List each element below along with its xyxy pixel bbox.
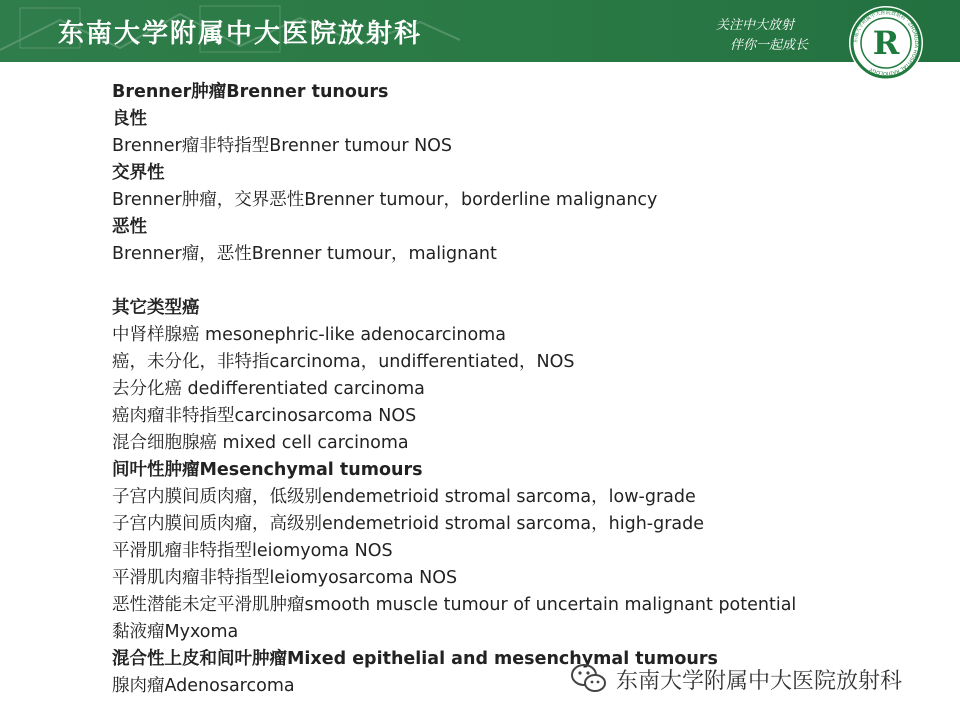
logo-ring-text: 东南大学附属中大医院放射科 · ZHONGDA HOSPITAL RADIOLOGY [852,9,920,77]
list-item: 黏液瘤Myxoma [112,622,239,642]
list-item: 腺肉瘤Adenosarcoma [112,676,295,696]
list-item: 恶性潜能未定平滑肌肿瘤smooth muscle tumour of uncertain malignant potential [112,595,797,615]
page-title: 东南大学附属中大医院放射科 [58,19,423,49]
header-banner [0,0,960,62]
section-heading: 良性 [112,109,147,129]
slogan-line-1: 关注中大放射 [716,18,795,33]
spacer [112,268,932,295]
list-item: 混合细胞腺癌 mixed cell carcinoma [112,433,409,453]
wechat-icon [570,662,608,696]
watermark-text: 东南大学附属中大医院放射科 [616,668,903,694]
section-heading: 间叶性肿瘤Mesenchymal tumours [112,460,423,480]
section-heading: 交界性 [112,163,165,183]
logo-letter: R [872,24,900,62]
section-heading: 恶性 [112,217,147,237]
slogan [716,16,808,56]
list-item: 中肾样腺癌 mesonephric-like adenocarcinoma [112,325,506,345]
list-item: 平滑肌肉瘤非特指型leiomyosarcoma NOS [112,568,458,588]
list-item: 子宫内膜间质肉瘤，高级别endemetrioid stromal sarcoma，high-grade [112,514,705,534]
classification-list [112,79,932,700]
hospital-logo-icon [847,4,925,82]
list-item: Brenner肿瘤，交界恶性Brenner tumour，borderline malignancy [112,190,658,210]
list-item: Brenner瘤，恶性Brenner tumour，malignant [112,244,497,264]
list-item: 去分化癌 dedifferentiated carcinoma [112,379,425,399]
section-heading: Brenner肿瘤Brenner tunours [112,82,389,102]
list-item: 癌肉瘤非特指型carcinosarcoma NOS [112,406,417,426]
list-item: Brenner瘤非特指型Brenner tumour NOS [112,136,453,156]
section-heading: 其它类型癌 [112,298,200,318]
list-item: 癌，未分化，非特指carcinoma，undifferentiated，NOS [112,352,575,372]
slogan-line-2: 伴你一起成长 [730,38,809,53]
section-heading: 混合性上皮和间叶肿瘤Mixed epithelial and mesenchymal tumours [112,649,718,669]
list-item: 平滑肌瘤非特指型leiomyoma NOS [112,541,393,561]
list-item: 子宫内膜间质肉瘤，低级别endemetrioid stromal sarcoma，low-grade [112,487,696,507]
wechat-watermark [570,660,902,698]
